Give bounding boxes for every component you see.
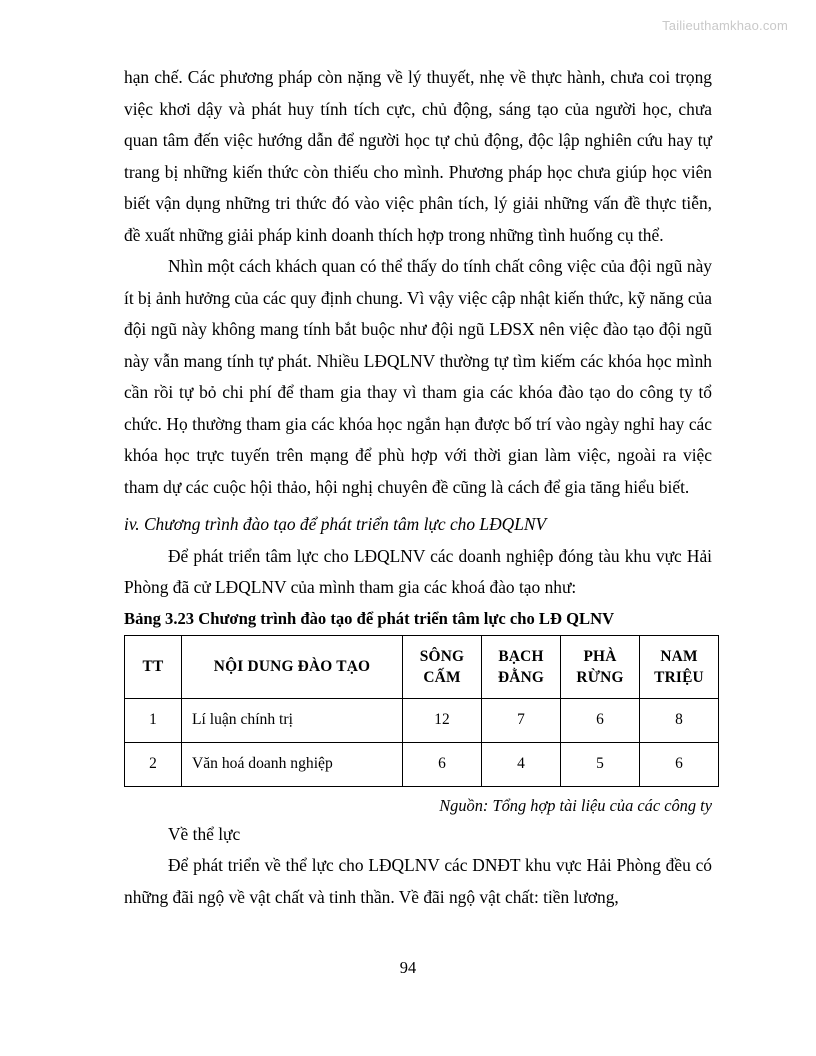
- table-source-note: Nguồn: Tổng hợp tài liệu của các công ty: [439, 795, 712, 815]
- table-body: [125, 698, 719, 786]
- column-header-bach-dang-line2: ĐẰNG: [497, 668, 545, 686]
- table-header: [125, 635, 719, 698]
- cell-content: Lí luận chính trị: [182, 698, 403, 742]
- column-header-pha-rung-line1: PHÀ: [583, 647, 617, 665]
- column-header-bach-dang-line1: BẠCH: [498, 647, 544, 665]
- page-number: 94: [399, 958, 417, 977]
- cell-bach-dang: 4: [482, 742, 561, 786]
- section-subheading: iv. Chương trình đào tạo để phát triển tâm lực cho LĐQLNV: [124, 514, 547, 534]
- paragraph-5: Để phát triển về thể lực cho LĐQLNV các DNĐT khu vực Hải Phòng đều có những đãi ngộ về vật chất và tinh thần. Về đãi ngộ vật chất: tiền lương,: [124, 855, 712, 907]
- paragraph-4: Về thể lực: [168, 823, 241, 844]
- column-header-tt: [125, 635, 182, 698]
- cell-pha-rung: 5: [561, 742, 640, 786]
- column-header-content: [182, 635, 403, 698]
- paragraph-2: Nhìn một cách khách quan có thể thấy do tính chất công việc của đội ngũ này ít bị ảnh hưởng của các quy định chung. Vì vậy việc cập nhật kiến thức, kỹ năng của đội ngũ này không mang tính bắt buộc như đội ngũ LĐSX nên việc đào tạo đội ngũ này vẫn mang tính tự phát. Nhiều LĐQLNV thường tự tìm kiếm các khóa học mình cần rồi tự bỏ chi phí để tham gia thay vì tham gia các khóa đào tạo do công ty tổ chức. Họ thường tham gia các khóa học ngắn hạn được bố trí vào ngày nghỉ hay các khóa học trực tuyến trên mạng để phù hợp với thời gian làm việc, ngoài ra việc tham dự các cuộc hội thảo, hội nghị chuyên đề cũng là cách để gia tăng hiểu biết.: [124, 256, 712, 497]
- cell-content: Văn hoá doanh nghiệp: [182, 742, 403, 786]
- column-header-song-cam-line1: SÔNG: [419, 647, 465, 665]
- table-row: [125, 698, 719, 742]
- column-header-song-cam-line2: CẤM: [423, 668, 461, 686]
- cell-song-cam: 6: [403, 742, 482, 786]
- column-header-content-line1: NỘI DUNG ĐÀO TẠO: [213, 658, 371, 675]
- page-content: [124, 62, 712, 913]
- table-header-row: [125, 635, 719, 698]
- cell-nam-trieu: 6: [640, 742, 719, 786]
- cell-song-cam: 12: [403, 698, 482, 742]
- watermark-text: Tailieuthamkhao.com: [662, 18, 788, 33]
- paragraph-1: hạn chế. Các phương pháp còn nặng về lý thuyết, nhẹ về thực hành, chưa coi trọng việc khơi dậy và phát huy tính tích cực, chủ động, sáng tạo của người học, chưa quan tâm đến việc hướng dẫn để người học tự chủ động, độc lập nghiên cứu hay tự trang bị những kiến thức còn thiếu cho mình. Phương pháp học chưa giúp học viên biết vận dụng những tri thức đó vào việc phân tích, lý giải những vấn đề thực tiễn, đề xuất những giải pháp kinh doanh thích hợp trong những tình huống cụ thể.: [124, 67, 712, 245]
- training-program-table: [124, 635, 719, 787]
- cell-bach-dang: 7: [482, 698, 561, 742]
- table-caption: Bảng 3.23 Chương trình đào tạo để phát triển tâm lực cho LĐ QLNV: [124, 608, 615, 628]
- cell-nam-trieu: 8: [640, 698, 719, 742]
- column-header-nam-trieu-line1: NAM: [660, 647, 698, 665]
- column-header-nam-trieu-line2: TRIỆU: [654, 668, 704, 686]
- column-header-tt-line1: TT: [142, 658, 164, 675]
- cell-tt: 1: [125, 698, 182, 742]
- cell-tt: 2: [125, 742, 182, 786]
- column-header-nam-trieu: [640, 635, 719, 698]
- column-header-song-cam: [403, 635, 482, 698]
- table-row: [125, 742, 719, 786]
- paragraph-3: Để phát triển tâm lực cho LĐQLNV các doanh nghiệp đóng tàu khu vực Hải Phòng đã cử LĐQLNV của mình tham gia các khoá đào tạo như:: [124, 545, 712, 597]
- column-header-pha-rung: [561, 635, 640, 698]
- cell-pha-rung: 6: [561, 698, 640, 742]
- column-header-bach-dang: [482, 635, 561, 698]
- column-header-pha-rung-line2: RỪNG: [576, 668, 624, 686]
